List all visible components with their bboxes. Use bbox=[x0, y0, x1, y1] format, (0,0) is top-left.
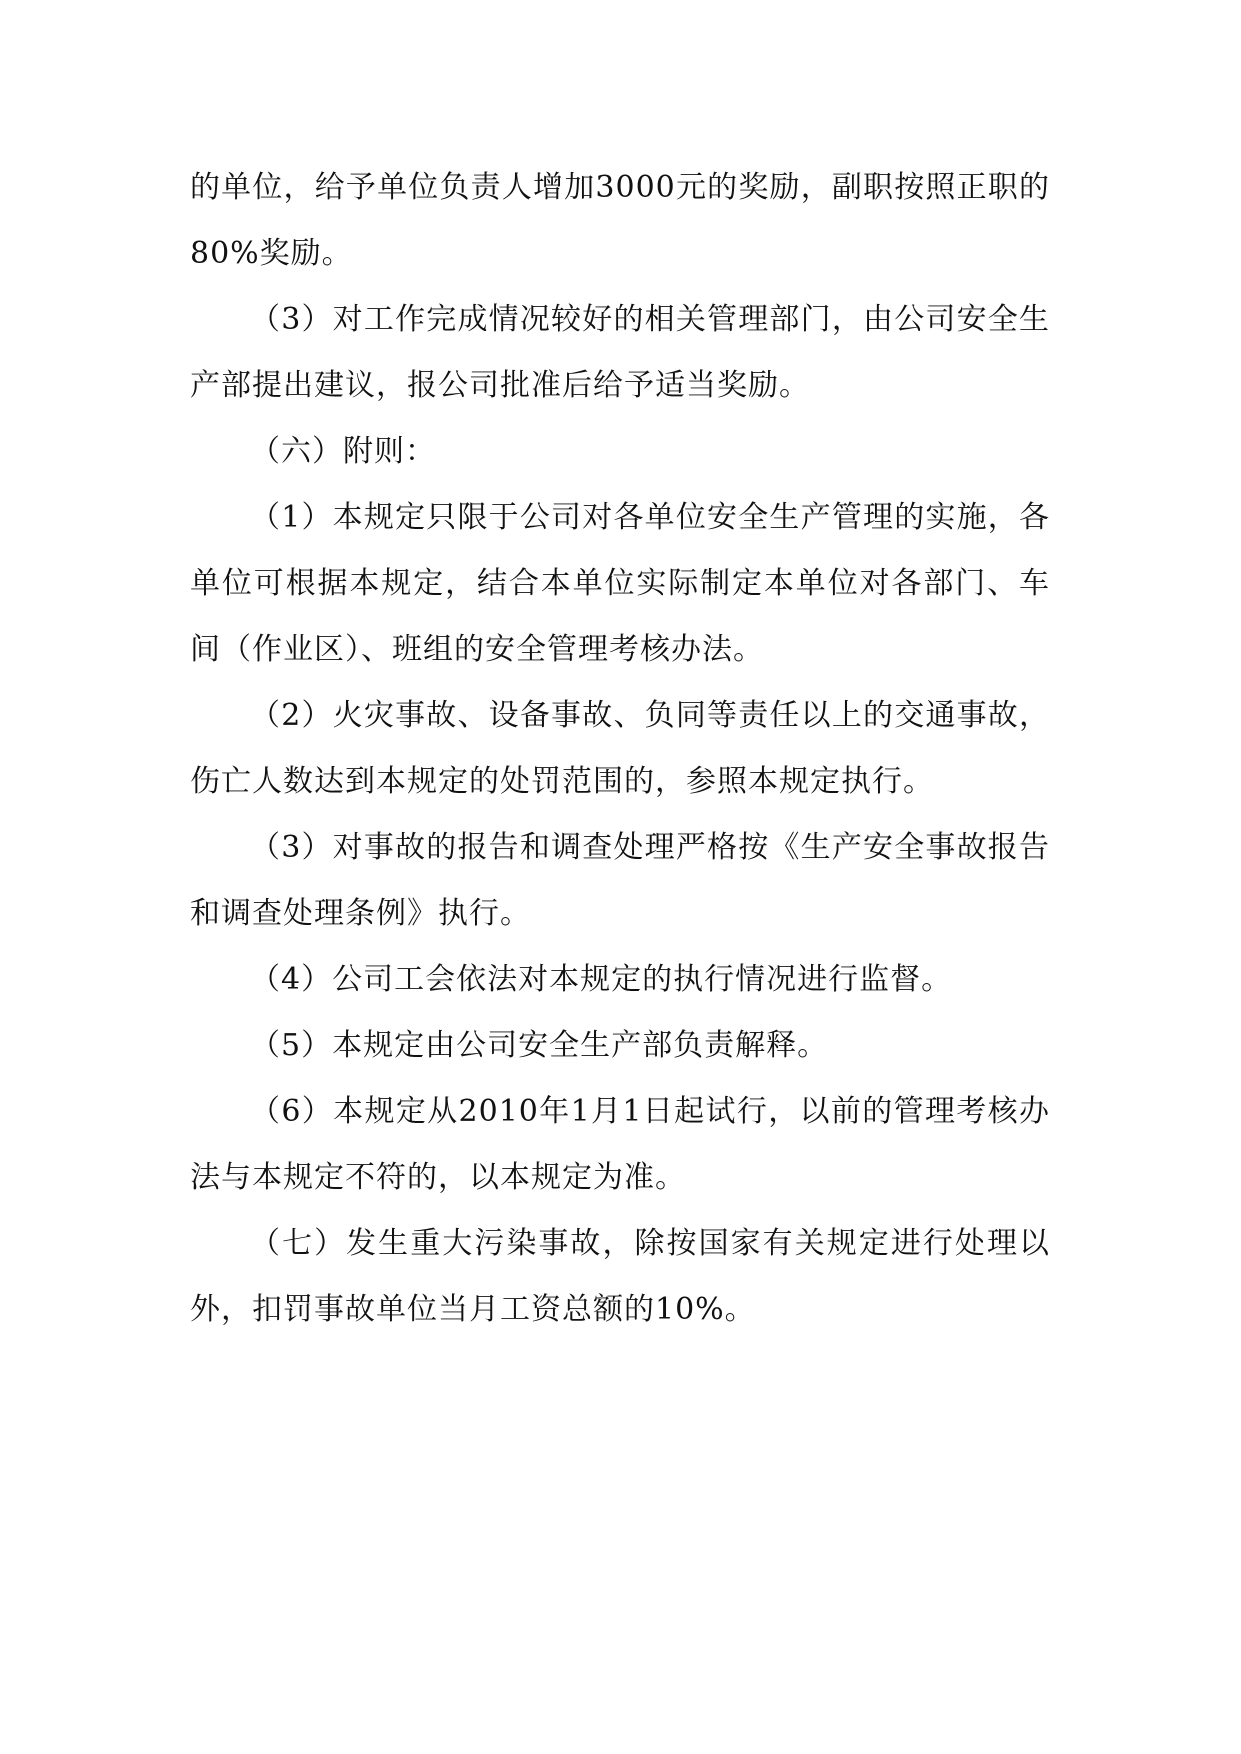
paragraph-rule-6: （6）本规定从2010年1月1日起试行，以前的管理考核办法与本规定不符的，以本规定为准。 bbox=[190, 1094, 1050, 1195]
section-heading-supplementary: （六）附则： bbox=[250, 434, 436, 469]
paragraph-pollution-accident: （七）发生重大污染事故，除按国家有关规定进行处理以外，扣罚事故单位当月工资总额的10%。 bbox=[190, 1226, 1050, 1327]
paragraph-rule-3: （3）对事故的报告和调查处理严格按《生产安全事故报告和调查处理条例》执行。 bbox=[190, 830, 1050, 931]
paragraph-rule-4: （4）公司工会依法对本规定的执行情况进行监督。 bbox=[250, 962, 953, 997]
document-body bbox=[190, 155, 1050, 1343]
paragraph-reward-departments: （3）对工作完成情况较好的相关管理部门，由公司安全生产部提出建议，报公司批准后给予适当奖励。 bbox=[190, 302, 1050, 403]
paragraph-rule-5: （5）本规定由公司安全生产部负责解释。 bbox=[250, 1028, 829, 1063]
paragraph-continuation: 的单位，给予单位负责人增加3000元的奖励，副职按照正职的80%奖励。 bbox=[190, 170, 1050, 271]
paragraph-rule-2: （2）火灾事故、设备事故、负同等责任以上的交通事故，伤亡人数达到本规定的处罚范围的，参照本规定执行。 bbox=[190, 698, 1050, 799]
paragraph-rule-1: （1）本规定只限于公司对各单位安全生产管理的实施，各单位可根据本规定，结合本单位实际制定本单位对各部门、车间（作业区）、班组的安全管理考核办法。 bbox=[190, 500, 1050, 667]
